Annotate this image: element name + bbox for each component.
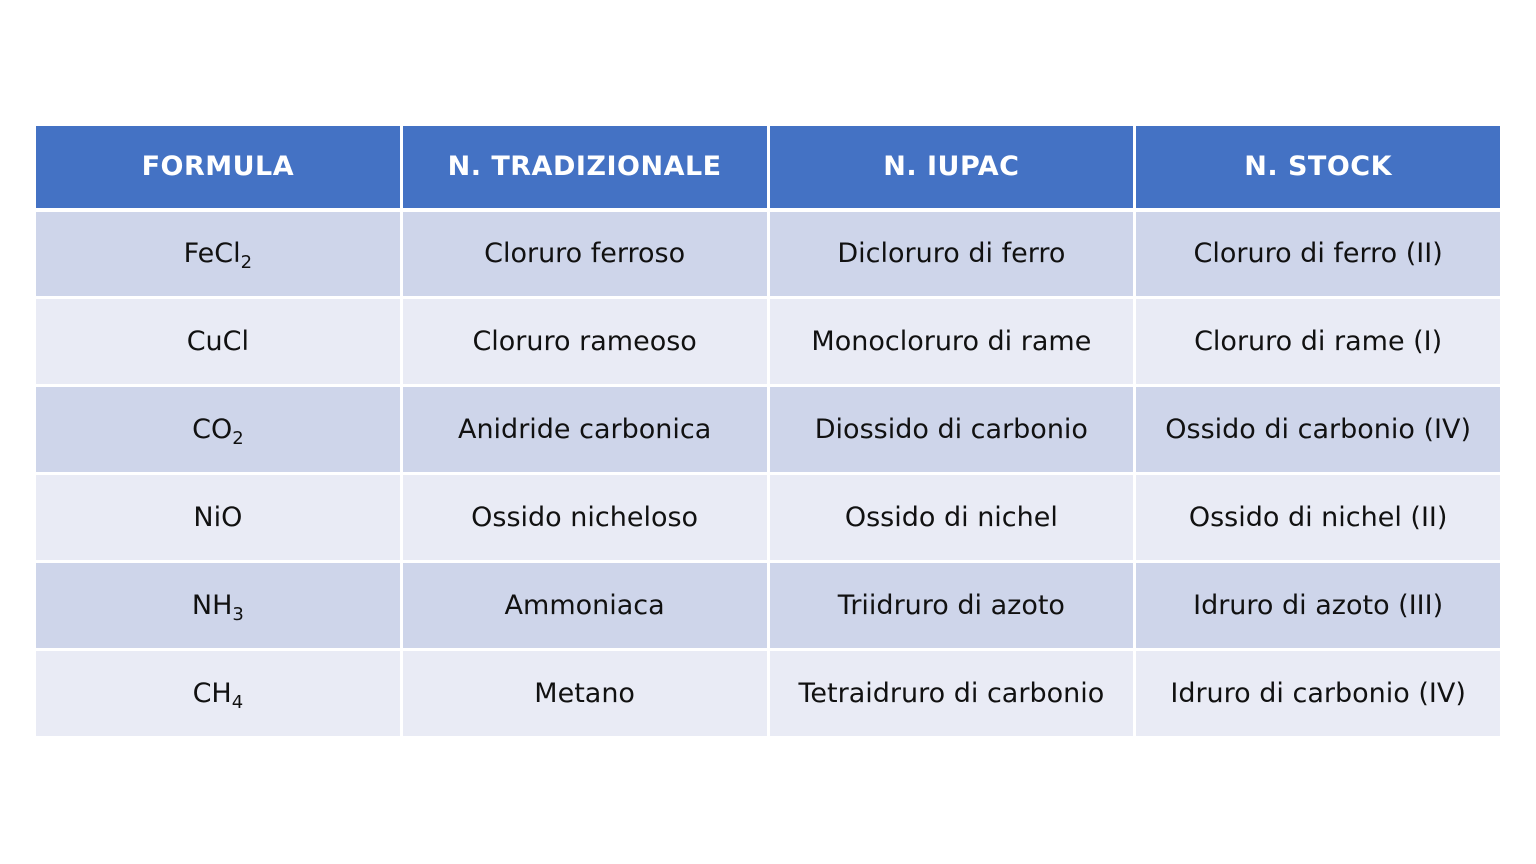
cell-formula (35, 650, 402, 738)
cell-formula (35, 562, 402, 650)
table-row (35, 386, 1502, 474)
cell-formula (35, 386, 402, 474)
formula-subscript: 3 (232, 604, 244, 625)
nomenclature-table (33, 123, 1503, 739)
column-header-formula: FORMULA (35, 125, 402, 210)
formula-subscript: 2 (240, 252, 253, 274)
cell-tradizionale: Cloruro rameoso (401, 298, 768, 386)
cell-stock: Ossido di nichel (II) (1135, 474, 1502, 562)
table-row (35, 650, 1502, 738)
cell-tradizionale: Ammoniaca (401, 562, 768, 650)
cell-formula (35, 298, 402, 386)
column-header-tradizionale: N. TRADIZIONALE (401, 125, 768, 210)
cell-stock: Ossido di carbonio (IV) (1135, 386, 1502, 474)
header-row (35, 125, 1502, 210)
column-header-iupac: N. IUPAC (768, 125, 1135, 210)
cell-stock: Cloruro di rame (I) (1135, 298, 1502, 386)
table-row (35, 210, 1502, 298)
cell-stock: Cloruro di ferro (II) (1135, 210, 1502, 298)
cell-stock: Idruro di carbonio (IV) (1135, 650, 1502, 738)
formula-text: CuCl (186, 326, 250, 357)
cell-tradizionale: Metano (401, 650, 768, 738)
cell-tradizionale: Cloruro ferroso (401, 210, 768, 298)
formula-subscript: 2 (232, 428, 244, 449)
cell-iupac: Diossido di carbonio (768, 386, 1135, 474)
cell-tradizionale: Anidride carbonica (401, 386, 768, 474)
formula-text: FeCl (183, 238, 241, 270)
formula-subscript: 4 (231, 692, 244, 713)
formula-text: CO (192, 414, 233, 445)
cell-tradizionale: Ossido nicheloso (401, 474, 768, 562)
formula-text: NiO (193, 502, 243, 533)
column-header-stock: N. STOCK (1135, 125, 1502, 210)
formula-text: NH (191, 590, 233, 621)
cell-iupac: Triidruro di azoto (768, 562, 1135, 650)
cell-iupac: Dicloruro di ferro (768, 210, 1135, 298)
cell-iupac: Monocloruro di rame (768, 298, 1135, 386)
table-row (35, 474, 1502, 562)
cell-stock: Idruro di azoto (III) (1135, 562, 1502, 650)
cell-formula (35, 210, 402, 298)
formula-text: CH (192, 678, 232, 709)
table-header (35, 125, 1502, 210)
table-row (35, 298, 1502, 386)
table-body (35, 210, 1502, 738)
cell-iupac: Ossido di nichel (768, 474, 1135, 562)
cell-formula (35, 474, 402, 562)
table-row (35, 562, 1502, 650)
cell-iupac: Tetraidruro di carbonio (768, 650, 1135, 738)
